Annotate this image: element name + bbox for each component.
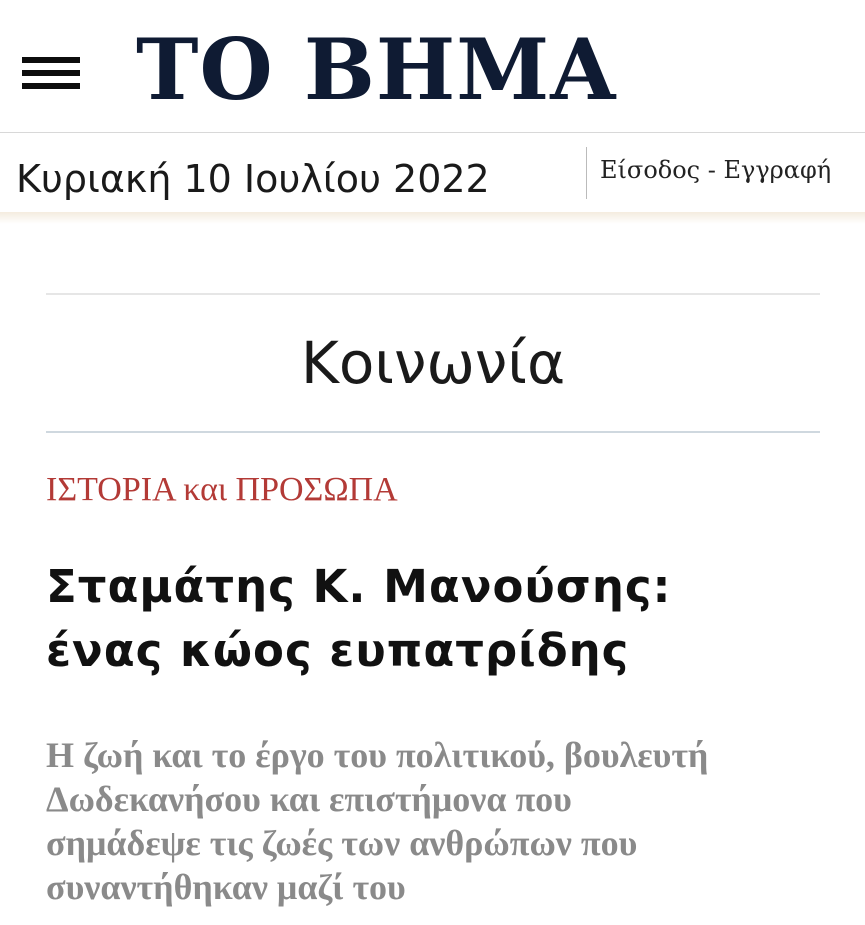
section-title[interactable]: Κοινωνία [300, 329, 566, 397]
subtitle-line: σημάδεψε τις ζωές των ανθρώπων που [46, 823, 638, 863]
article-headline [46, 555, 846, 683]
topbar-shadow [0, 212, 865, 224]
site-logo[interactable]: ΤΟ ΒΗΜΑ [136, 20, 617, 119]
subtitle-line: συναντήθηκαν μαζί του [46, 867, 406, 907]
hamburger-menu-icon[interactable] [22, 55, 82, 95]
headline-line: Σταμάτης Κ. Μανούσης: [46, 560, 672, 613]
subtitle-line: Δωδεκανήσου και επιστήμονα που [46, 779, 572, 819]
date-bar [0, 132, 865, 213]
subtitle-line: Η ζωή και το έργο του πολιτικού, βουλευτή [46, 735, 709, 775]
divider [586, 147, 587, 199]
section-divider-top [46, 293, 820, 295]
article-category-link[interactable]: ΙΣΤΟΡΙΑ και ΠΡΟΣΩΠΑ [46, 471, 398, 508]
site-header [0, 0, 865, 132]
section-divider-bottom [46, 431, 820, 433]
headline-line: ένας κώος ευπατρίδης [46, 624, 630, 677]
menu-bar [22, 70, 80, 76]
current-date: Κυριακή 10 Ιουλίου 2022 [16, 157, 490, 201]
menu-bar [22, 83, 80, 89]
login-register-link[interactable]: Είσοδος - Εγγραφή [600, 156, 832, 184]
article-subtitle [46, 733, 846, 909]
menu-bar [22, 57, 80, 63]
